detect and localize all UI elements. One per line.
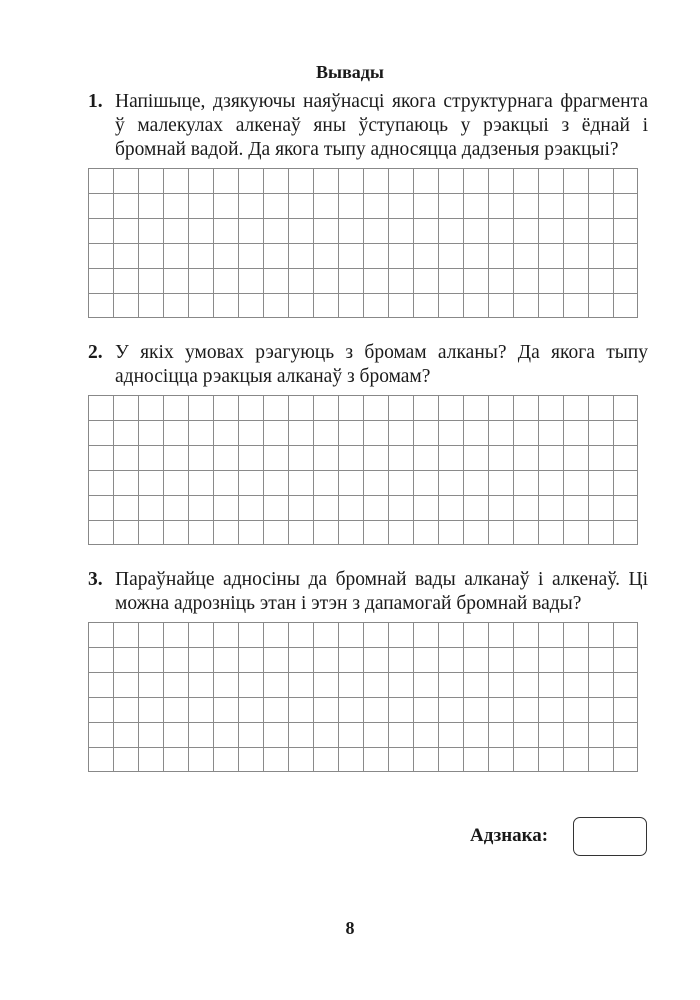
page-number: 8: [345, 918, 355, 938]
question-text: Напішыце, дзякуючы наяўнасці якога структурнага фрагмента ў малекулах алкенаў яны ўступаюць у рэакцыі з ёднай і бромнай вадой. Да якога тыпу адносяцца дадзеныя рэакцыі?: [115, 91, 648, 160]
question-text: Параўнайце адносіны да бромнай вады алканаў і алкенаў. Ці можна адрозніць этан і этэн з дапамогай бромнай вады?: [115, 569, 648, 614]
question-text: У якіх умовах рэагуюць з бромам алканы? Да якога тыпу адносіцца рэакцыя алканаў з бромам?: [115, 342, 648, 387]
mark-box[interactable]: [573, 817, 647, 856]
answer-grid-2[interactable]: [88, 395, 638, 545]
question-1: [88, 90, 648, 162]
mark-label: Адзнака:: [470, 825, 549, 846]
question-3: [88, 568, 648, 616]
section-title: Вывады: [316, 62, 384, 82]
question-2: [88, 341, 648, 389]
answer-grid-1[interactable]: [88, 168, 638, 318]
answer-grid-3[interactable]: [88, 622, 638, 772]
question-number: 2.: [88, 342, 103, 363]
question-number: 3.: [88, 569, 103, 590]
question-number: 1.: [88, 91, 103, 112]
